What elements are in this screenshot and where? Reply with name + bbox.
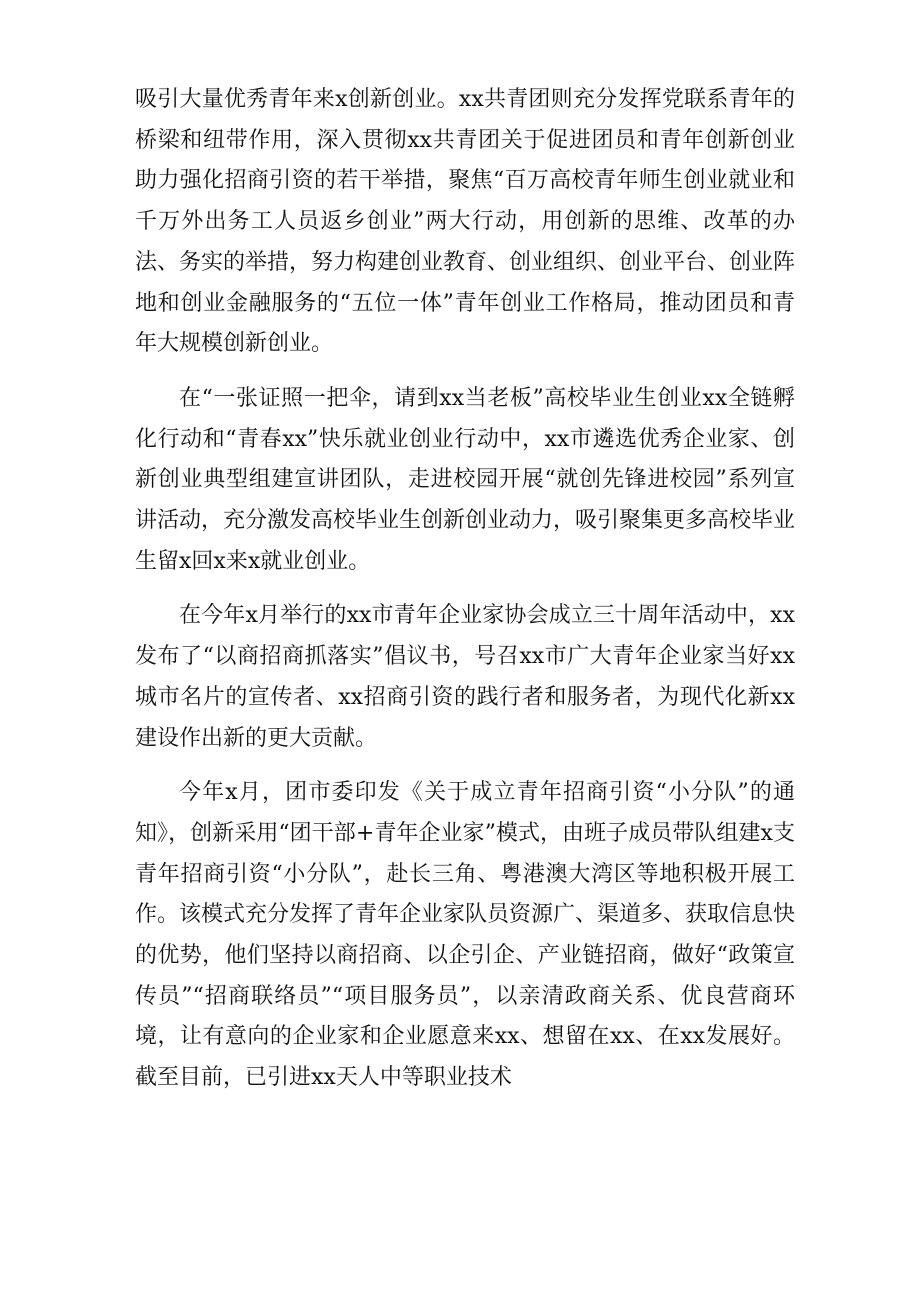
paragraph-4: 今年x月，团市委印发《关于成立青年招商引资“小分队”的通知》，创新采用“团干部+青年企业家”模式，由班子成员带队组建x支青年招商引资“小分队”，赴长三角、粤港澳大湾区等地积极开展工作。该模式充分发挥了青年企业家队员资源广、渠道多、获取信息快的优势，他们坚持以商招商、以企引企、产业链招商，做好“政策宣传员”“招商联络员”“项目服务员”，以亲清政商关系、优良营商环境，让有意向的企业家和企业愿意来xx、想留在xx、在xx发展好。截至目前，已引进xx天人中等职业技术: [135, 780, 796, 1091]
document-body: [135, 80, 795, 1099]
paragraph-2: 在“一张证照一把伞，请到xx当老板”高校毕业生创业xx全链孵化行动和“青春xx”快乐就业创业行动中，xx市遴选优秀企业家、创新创业典型组建宣讲团队，走进校园开展“就创先锋进校园”系列宣讲活动，充分激发高校毕业生创新创业动力，吸引聚集更多高校毕业生留x回x来x就业创业。: [135, 385, 796, 574]
paragraph-gap: [135, 759, 795, 773]
paragraph-1: 吸引大量优秀青年来x创新创业。xx共青团则充分发挥党联系青年的桥梁和纽带作用，深入贯彻xx共青团关于促进团员和青年创新创业助力强化招商引资的若干举措，聚焦“百万高校青年师生创业就业和千万外出务工人员返乡创业”两大行动，用创新的思维、改革的办法、务实的举措，努力构建创业教育、创业组织、创业平台、创业阵地和创业金融服务的“五位一体”青年创业工作格局，推动团员和青年大规模创新创业。: [135, 87, 796, 357]
paragraph-gap: [135, 582, 795, 596]
paragraph-gap: [135, 365, 795, 379]
paragraph-3: 在今年x月举行的xx市青年企业家协会成立三十周年活动中，xx发布了“以商招商抓落实”倡议书，号召xx市广大青年企业家当好xx城市名片的宣传者、xx招商引资的践行者和服务者，为现代化新xx建设作出新的更大贡献。: [135, 603, 795, 751]
